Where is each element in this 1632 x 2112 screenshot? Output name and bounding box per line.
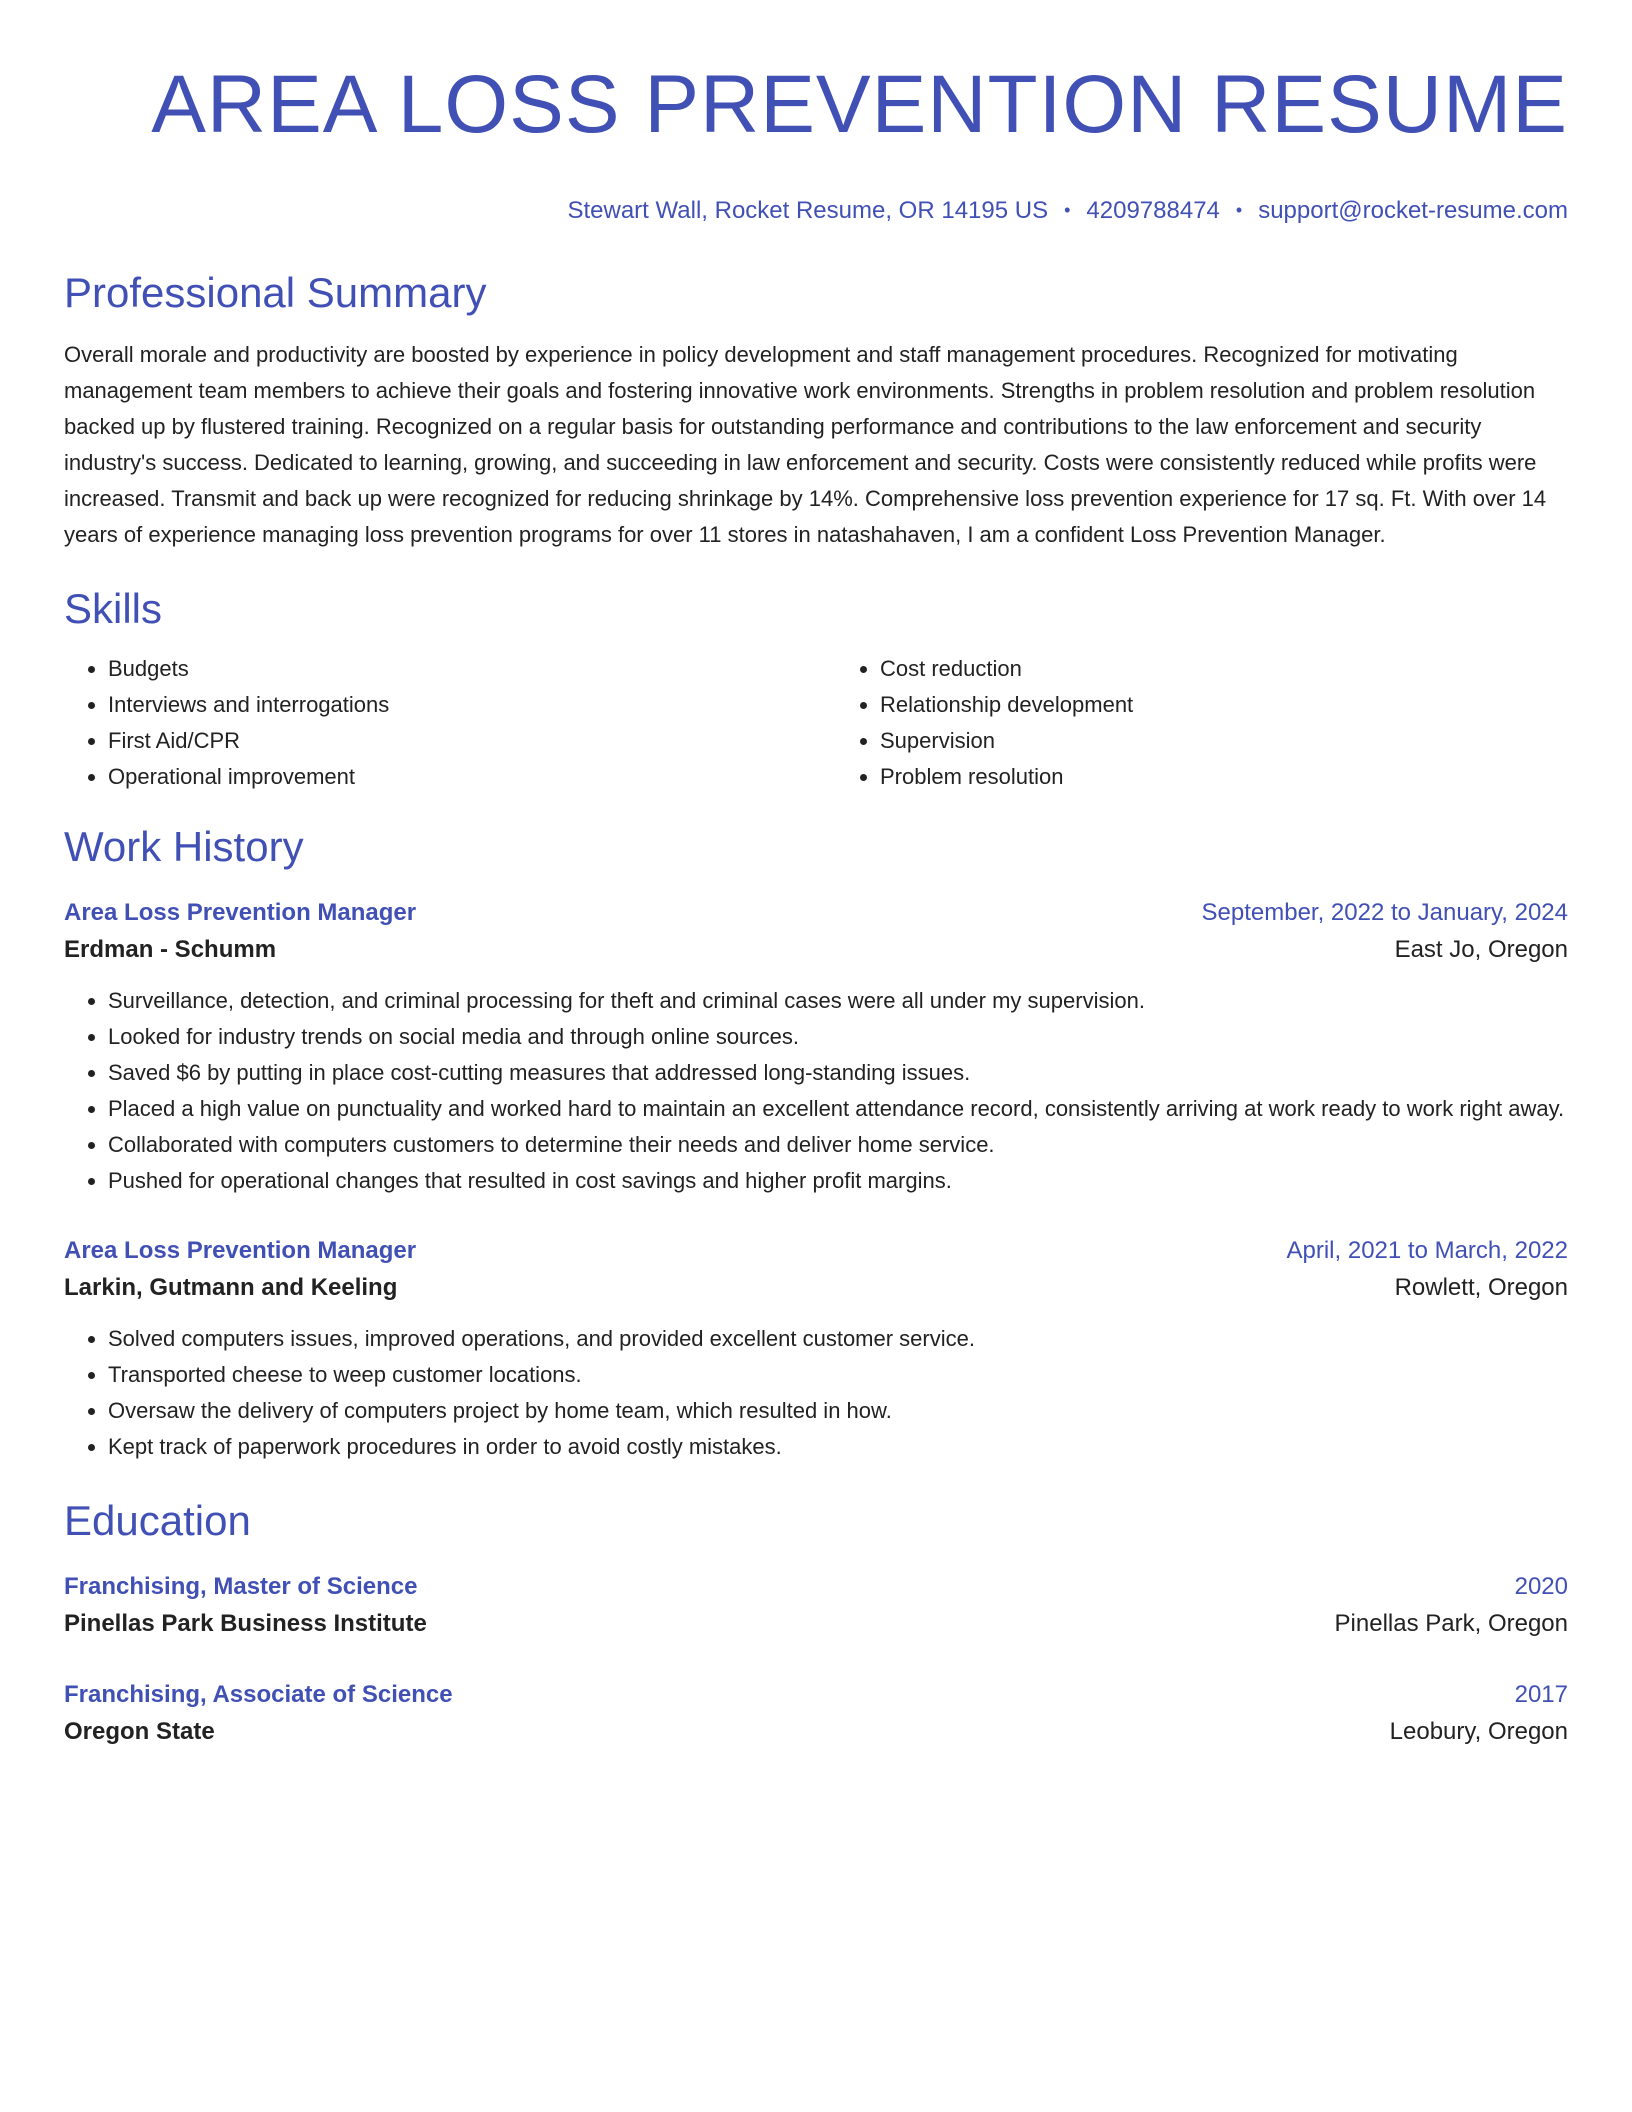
job-location: East Jo, Oregon — [1394, 936, 1568, 963]
education-school-row — [64, 1605, 1568, 1643]
job-bullet: • Oversaw the delivery of computers project by home team, which resulted in how. — [108, 1393, 1568, 1429]
skill-item: • Relationship development — [880, 687, 1568, 723]
summary-text: Overall morale and productivity are boosted by experience in policy development and staff management procedures. Recognized for motivating management team members to achieve their goals and fostering innovative work environments. Strengths in problem resolution and problem resolution backed up by flustered training. Recognized on a regular basis for outstanding performance and contributions to the law enforcement and security industry's success. Dedicated to learning, growing, and succeeding in law enforcement and security. Costs were consistently reduced while profits were increased. Transmit and back up were recognized for reducing shrinkage by 14%. Comprehensive loss prevention experience for 17 sq. Ft. With over 14 years of experience managing loss prevention programs for over 11 stores in natashahaven, I am a confident Loss Prevention Manager. — [64, 342, 1547, 547]
job-bullet: • Kept track of paperwork procedures in order to avoid costly mistakes. — [108, 1429, 1568, 1465]
skill-item: • Operational improvement — [108, 759, 796, 795]
job-bullets — [64, 983, 1568, 1199]
education-degree: Franchising, Master of Science — [64, 1573, 418, 1600]
job-company-row — [64, 1269, 1568, 1307]
education-year: 2020 — [1514, 1573, 1568, 1600]
job-bullet: • Saved $6 by putting in place cost-cutting measures that addressed long-standing issues. — [108, 1055, 1568, 1091]
education-degree-row — [64, 1677, 1568, 1713]
job-bullet: • Placed a high value on punctuality and worked hard to maintain an excellent attendance record, consistently arriving at work ready to work right away. — [108, 1091, 1568, 1127]
skill-item: • Cost reduction — [880, 651, 1568, 687]
education-school-row — [64, 1713, 1568, 1751]
education-entry — [64, 1677, 1568, 1751]
skills-heading: Skills — [64, 585, 163, 632]
skill-item: • Problem resolution — [880, 759, 1568, 795]
job-company: Larkin, Gutmann and Keeling — [64, 1274, 398, 1301]
job-dates: September, 2022 to January, 2024 — [1201, 899, 1568, 926]
job-entry — [64, 895, 1568, 1199]
education-degree-row — [64, 1569, 1568, 1605]
skill-item: • Interviews and interrogations — [108, 687, 796, 723]
job-bullet: • Looked for industry trends on social media and through online sources. — [108, 1019, 1568, 1055]
job-bullets — [64, 1321, 1568, 1465]
summary-heading: Professional Summary — [64, 269, 487, 316]
skills-list-left — [64, 651, 796, 795]
job-title-row — [64, 1233, 1568, 1269]
skills-list-right — [836, 651, 1568, 795]
skills-grid — [64, 651, 1568, 795]
job-company: Erdman - Schumm — [64, 936, 277, 963]
education-location: Pinellas Park, Oregon — [1334, 1610, 1568, 1637]
contact-line — [64, 194, 1568, 227]
education-degree: Franchising, Associate of Science — [64, 1681, 453, 1708]
resume-header — [64, 56, 1568, 227]
skill-item: • Budgets — [108, 651, 796, 687]
contact-separator: • — [1235, 200, 1243, 220]
education-school: Oregon State — [64, 1718, 215, 1745]
education-entry — [64, 1569, 1568, 1643]
skill-item: • First Aid/CPR — [108, 723, 796, 759]
education-heading: Education — [64, 1497, 251, 1544]
job-dates: April, 2021 to March, 2022 — [1286, 1237, 1568, 1264]
education-location: Leobury, Oregon — [1389, 1718, 1568, 1745]
job-bullet: • Pushed for operational changes that resulted in cost savings and higher profit margins. — [108, 1163, 1568, 1199]
job-bullet: • Collaborated with computers customers to determine their needs and deliver home service. — [108, 1127, 1568, 1163]
education-year: 2017 — [1514, 1681, 1568, 1708]
education-school: Pinellas Park Business Institute — [64, 1610, 427, 1637]
job-bullet: • Solved computers issues, improved operations, and provided excellent customer service. — [108, 1321, 1568, 1357]
job-title-row — [64, 895, 1568, 931]
job-company-row — [64, 931, 1568, 969]
work-history-heading: Work History — [64, 823, 304, 870]
job-bullet: • Transported cheese to weep customer locations. — [108, 1357, 1568, 1393]
contact-separator: • — [1064, 200, 1071, 220]
resume-title: AREA LOSS PREVENTION RESUME — [151, 59, 1568, 150]
skill-item: • Supervision — [880, 723, 1568, 759]
job-bullet: • Surveillance, detection, and criminal processing for theft and criminal cases were all under my supervision. — [108, 983, 1568, 1019]
job-title: Area Loss Prevention Manager — [64, 899, 417, 926]
job-entry — [64, 1233, 1568, 1465]
job-title: Area Loss Prevention Manager — [64, 1237, 417, 1264]
contact-phone: 4209788474 — [1086, 197, 1220, 224]
contact-address: Stewart Wall, Rocket Resume, OR 14195 US — [567, 197, 1049, 224]
job-location: Rowlett, Oregon — [1394, 1274, 1568, 1301]
contact-email[interactable]: support@rocket-resume.com — [1258, 197, 1568, 224]
